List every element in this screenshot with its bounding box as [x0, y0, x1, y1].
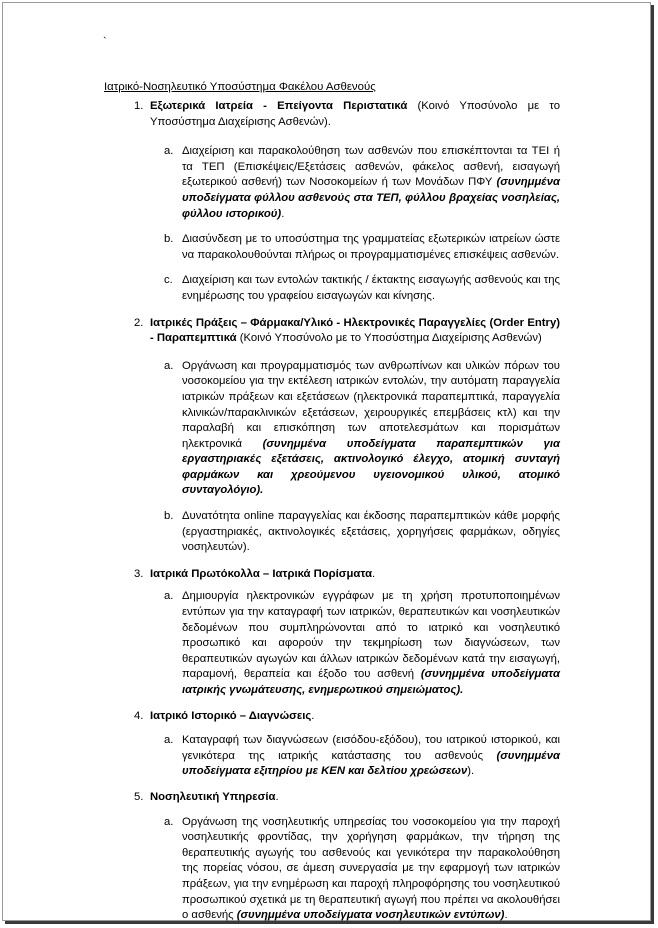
- section-4-items: [150, 733, 560, 780]
- item-letter: b.: [164, 510, 174, 523]
- section-title: [134, 709, 560, 725]
- section-3-items: [150, 589, 560, 698]
- list-item: [164, 359, 560, 499]
- section-title-rest: (Κοινό Υποσύνολο με το Υποσύστημα Διαχείρισης Ασθενών): [236, 332, 542, 345]
- section-title-bold: Εξωτερικά Ιατρεία - Επείγοντα Περιστατικά: [150, 100, 408, 112]
- item-text: Οργάνωση και προγραμματισμός των ανθρωπίνων και υλικών πόρων του νοσοκομείου για την εκτέλεση ιατρικών εντολών, την αυτόματη παραγγελία ιατρικών πράξεων και εξετάσεων (ηλεκτρονικά παραπεμπτικά, παραγγελία κλινικών/παρακλινικών εξετάσεων, χειρουργικές επεμβάσεις κτλ) και την παραλαβή και επισκόπηση των αποτελεσμάτων και πορισμάτων ηλεκτρονικά: [182, 359, 560, 450]
- item-letter: a.: [164, 359, 174, 372]
- section-title-rest: .: [275, 790, 279, 803]
- section-title-bold: Νοσηλευτική Υπηρεσία: [150, 790, 276, 803]
- item-tail: ).: [467, 765, 475, 778]
- section-title: [134, 99, 560, 130]
- item-letter: c.: [164, 274, 173, 287]
- document-body: [0, 99, 658, 924]
- item-tail: .: [281, 207, 285, 220]
- section-1: [134, 99, 560, 130]
- item-text: Καταγραφή των διαγνώσεων (εισόδου-εξόδου), του ιατρικού ιστορικού, και γενικότερα της ιατρικής κατάστασης του ασθενούς: [182, 734, 560, 762]
- item-letter: b.: [164, 233, 174, 246]
- item-letter: a.: [164, 590, 174, 603]
- item-text: Δημιουργία ηλεκτρονικών εγγράφων με τη χρήση προτυποποιημένων εντύπων για την καταγραφή των ιατρικών, θεραπευτικών και νοσηλευτικών δεδομένων που συμπληρώνονται από το ιατρικό και νοσηλευτικό προσωπικό και αφορούν την τεκμηρίωση των διαγνώσεων, των θεραπευτικών αγωγών και άλλων ιατρικών δεδομένων κατά την εισαγωγή, παραμονή, θεραπεία και έξοδο του ασθενή: [182, 590, 560, 681]
- section-number: 1.: [134, 100, 144, 112]
- section-number: 5.: [134, 790, 144, 803]
- list-item: [164, 232, 560, 263]
- item-letter: a.: [164, 815, 174, 828]
- section-title-rest: (Κοινό Υποσύνολο με το Υποσύστημα Διαχείρισης Ασθενών).: [150, 100, 560, 128]
- document-heading: Ιατρικό-Νοσηλευτικό Υποσύστημα Φακέλου Ασθενούς: [104, 81, 376, 93]
- section-4: [134, 709, 560, 725]
- item-text: Οργάνωση της νοσηλευτικής υπηρεσίας του νοσοκομείου για την παροχή νοσηλευτικής φροντίδας, την χορήγηση φαρμάκων, την τήρηση της θεραπευτικής αγωγής του ασθενούς και γενικότερα την παρακολούθηση της πορείας νόσου, σε άμεση συνεργασία με την εφαρμογή των ιατρικών πράξεων, για την ενημέρωση και παροχή πληροφόρησης του νοσηλευτικού προσωπικού σχετικά με τη θεραπευτική αγωγή που πρέπει να ακολουθήσει ο ασθενής: [182, 815, 560, 922]
- item-letter: a.: [164, 145, 174, 158]
- item-text: Διασύνδεση με το υποσύστημα της γραμματείας εξωτερικών ιατρείων ώστε να παρακολουθούνται πλήρως οι προγραμματισμένες επισκέψεις ασθενών.: [182, 233, 560, 261]
- section-title: [134, 316, 560, 347]
- list-item: [164, 509, 560, 556]
- item-emphasis: (συνημμένα υποδείγματα φύλλου ασθενούς στα ΤΕΠ, φύλλου βραχείας νοσηλείας, φύλλου ιστορικού): [182, 176, 560, 220]
- item-emphasis: (συνημμένα υποδείγματα ιατρικής γνωμάτευσης, ενημερωτικού σημειώματος).: [182, 668, 560, 696]
- section-3: [134, 567, 560, 583]
- item-emphasis: (συνημμένα υποδείγματα εξιτηρίου με ΚΕΝ και δελτίου χρεώσεων: [182, 749, 560, 778]
- section-2-items: [150, 359, 560, 556]
- list-item: [164, 273, 560, 304]
- section-number: 4.: [134, 709, 144, 722]
- section-1-items: [150, 144, 560, 304]
- section-title: [134, 567, 560, 583]
- section-2: [134, 316, 560, 347]
- section-number: 3.: [134, 567, 144, 580]
- item-text: Δυνατότητα online παραγγελίας και έκδοσης παραπεμπτικών κάθε μορφής (εργαστηριακές, ακτινολογικές εξετάσεις, χορηγήσεις φαρμάκων, οδηγίες νοσηλευτών).: [182, 510, 560, 554]
- item-emphasis: (συνημμένα υποδείγματα νοσηλευτικών εντύπων): [236, 909, 505, 922]
- list-item: [164, 144, 560, 222]
- section-number: 2.: [134, 316, 144, 329]
- stray-mark: `: [103, 36, 107, 48]
- item-text: Διαχείριση και παρακολούθηση των ασθενών που επισκέπτονται τα ΤΕΙ ή τα ΤΕΠ (Επισκέψεις/Εξετάσεις ασθενών, φάκελος ασθενή, εισαγωγή εξωτερικού ασθενή) των Νοσοκομείων ή των Μονάδων ΠΦΥ: [182, 145, 560, 189]
- section-title-bold: Ιατρικές Πράξεις – Φάρμακα/Υλικό - Ηλεκτρονικές Παραγγελίες (Order Entry) - Παραπεμπτικά: [150, 316, 560, 345]
- section-title: [134, 790, 560, 806]
- list-item: [164, 589, 560, 698]
- item-emphasis: (συνημμένα υποδείγματα παραπεμπτικών για εργαστηριακές εξετάσεις, ακτινολογικό έλεγχο, ατομική συνταγή φαρμάκων και χρεούμενου υγειονομικού υλικού, ατομικό συνταγολόγιο).: [182, 437, 560, 497]
- section-5: [134, 790, 560, 806]
- section-title-bold: Ιατρικό Ιστορικό – Διαγνώσεις: [150, 709, 312, 722]
- list-item: [164, 815, 560, 924]
- list-item: [164, 733, 560, 780]
- section-title-bold: Ιατρικά Πρωτόκολλα – Ιατρικά Πορίσματα: [150, 567, 373, 580]
- section-title-rest: .: [311, 709, 315, 722]
- item-text: Διαχείριση και των εντολών τακτικής / έκτακτης εισαγωγής ασθενούς και της ενημέρωσης του γραφείου εισαγωγών και κίνησης.: [182, 274, 560, 302]
- item-tail: .: [504, 909, 508, 922]
- item-letter: a.: [164, 734, 174, 747]
- section-title-rest: .: [372, 567, 376, 580]
- section-5-items: [150, 815, 560, 924]
